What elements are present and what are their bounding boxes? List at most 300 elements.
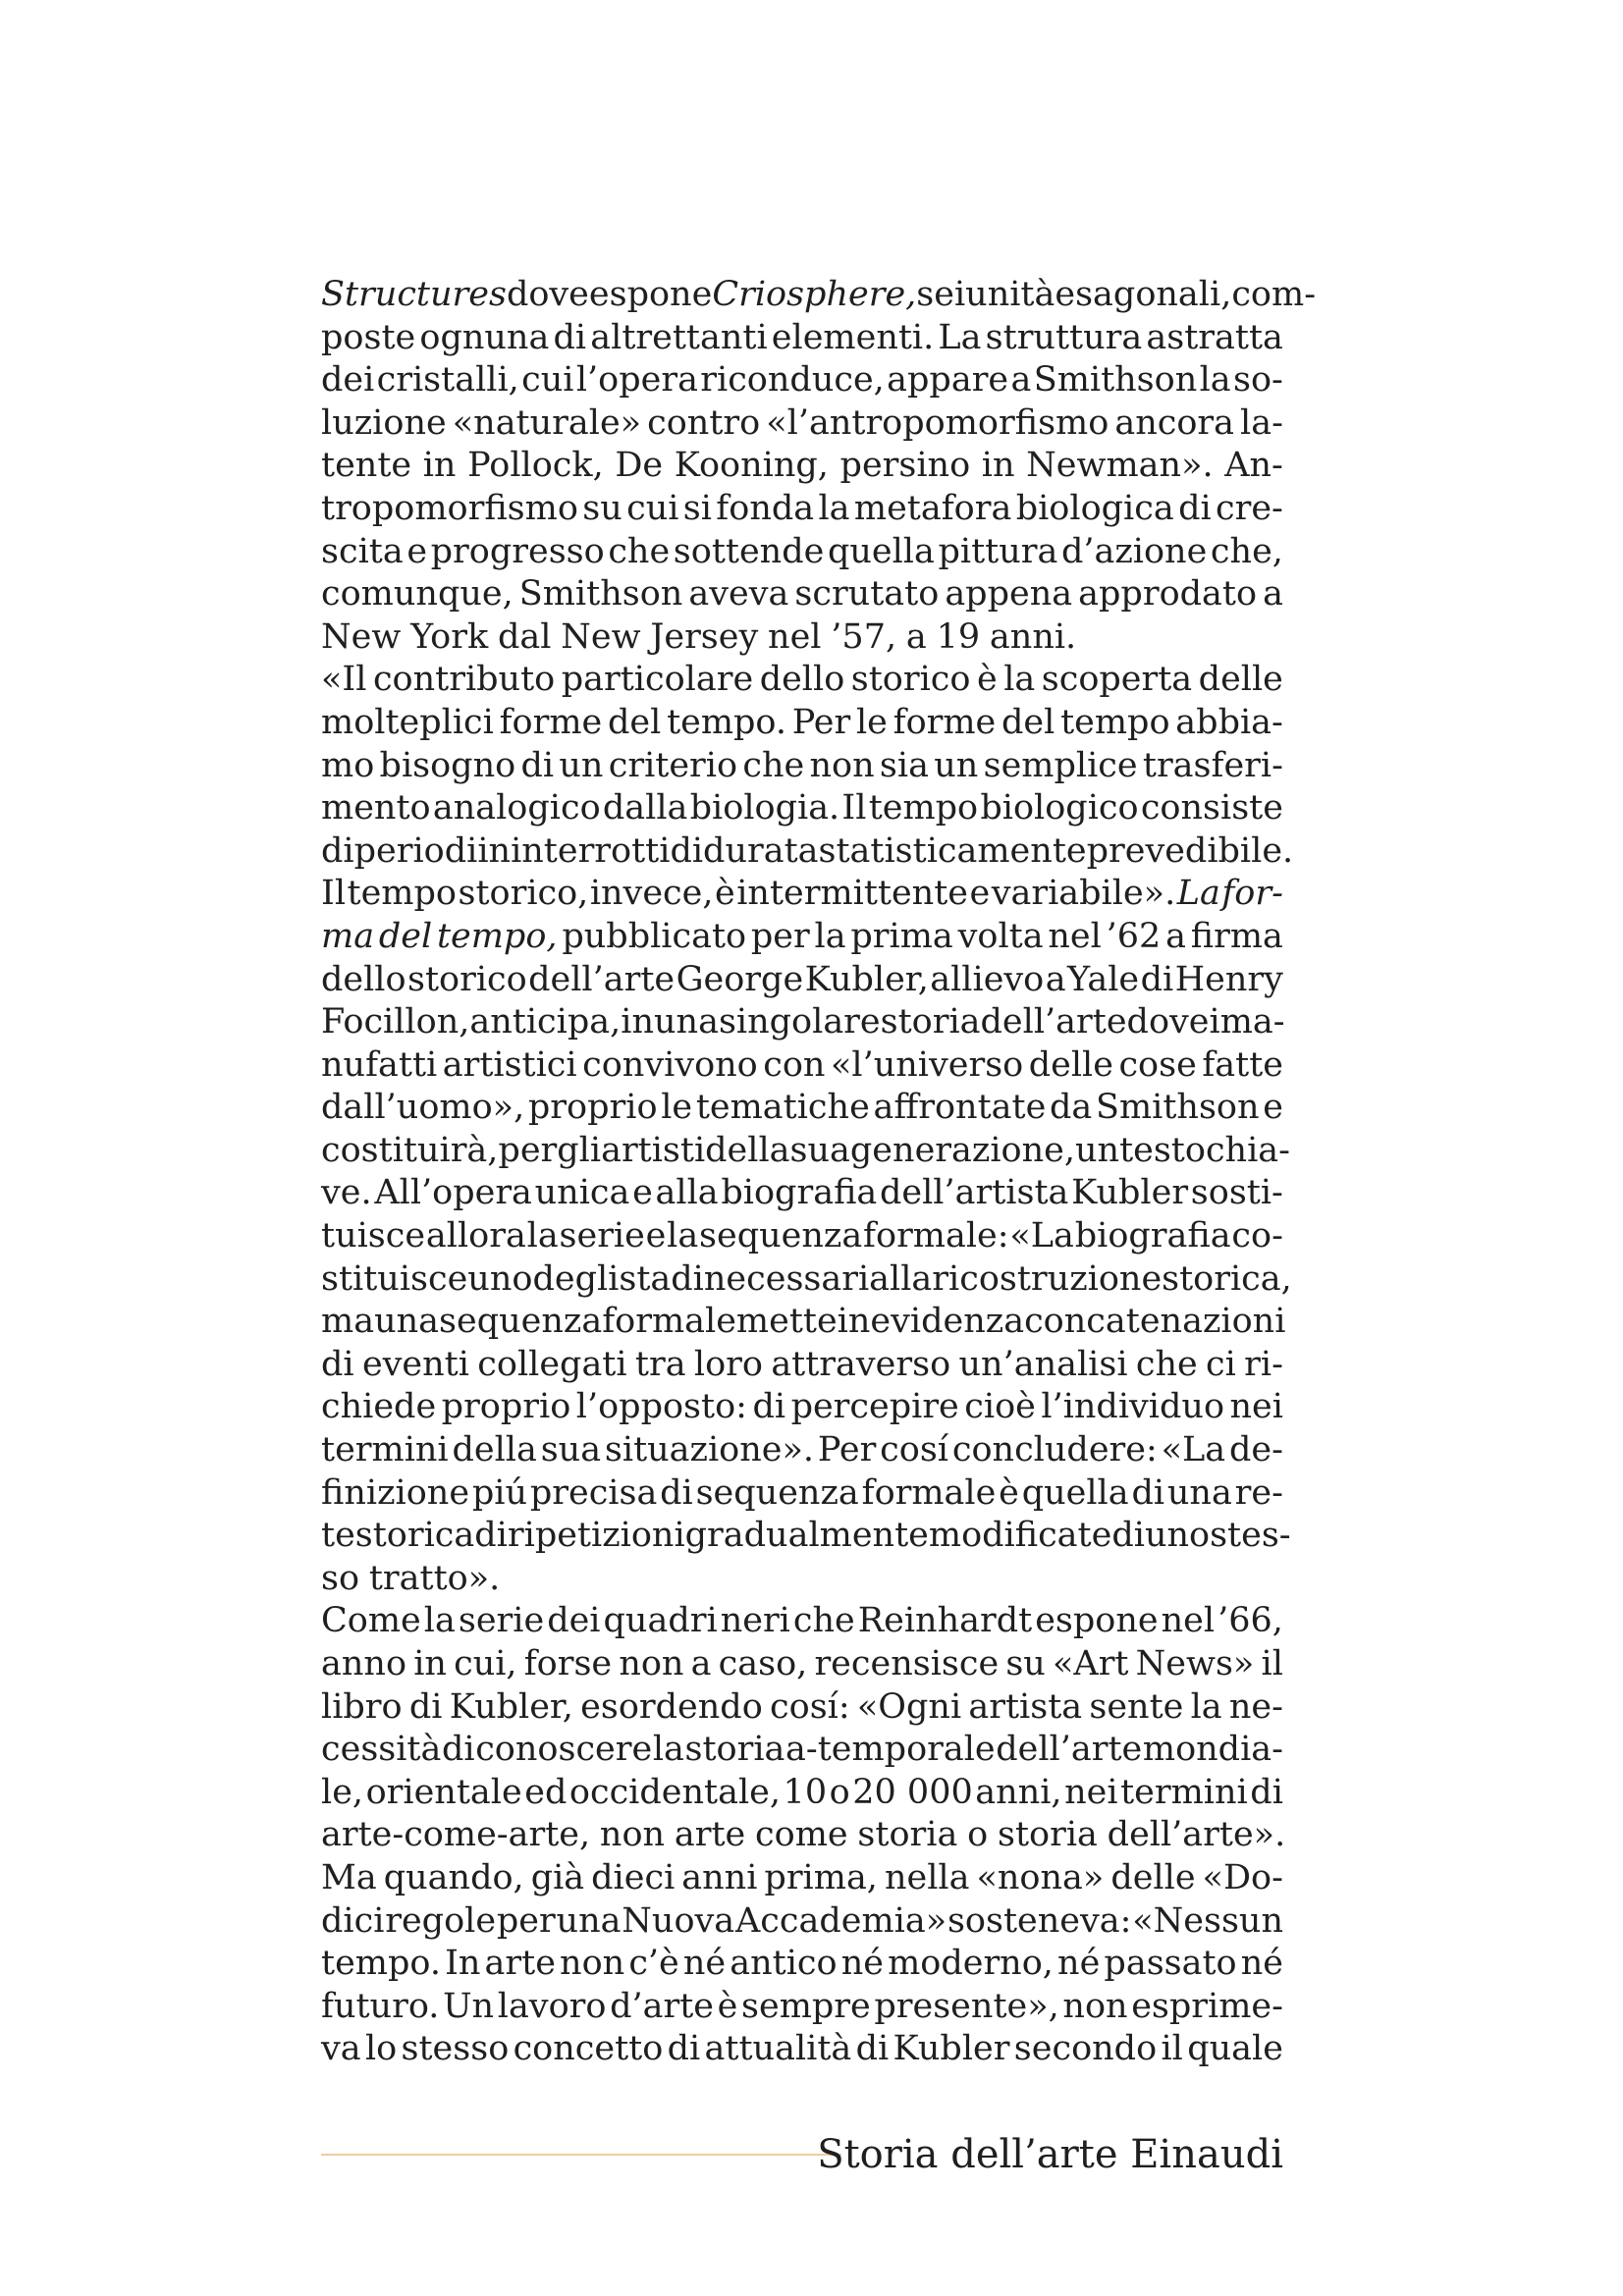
word: in bbox=[981, 446, 1015, 486]
word: per bbox=[496, 1900, 556, 1941]
word: quella bbox=[827, 531, 935, 571]
word: ’62 bbox=[1106, 916, 1162, 956]
word: sua bbox=[540, 1430, 602, 1470]
word: arte bbox=[674, 1815, 746, 1855]
word: Henry bbox=[1174, 959, 1283, 999]
word: uno bbox=[467, 1258, 533, 1299]
word: York bbox=[410, 616, 489, 657]
word: esordendo bbox=[580, 1686, 763, 1727]
word: nel bbox=[768, 616, 822, 657]
word: storia bbox=[684, 1730, 785, 1770]
word: c’è bbox=[628, 1944, 679, 1984]
word: All’opera bbox=[374, 1173, 532, 1213]
word: metafora bbox=[853, 488, 1012, 528]
word: tropomorfismo bbox=[321, 488, 578, 528]
word: cui bbox=[521, 360, 574, 400]
word: semplice bbox=[983, 745, 1138, 785]
word: storia bbox=[880, 1002, 981, 1042]
word: di bbox=[474, 1516, 508, 1556]
word: «l’antropomorfismo bbox=[766, 402, 1109, 443]
word: del bbox=[1001, 702, 1055, 742]
word: struttura bbox=[985, 317, 1143, 357]
text-line bbox=[321, 1001, 1283, 1044]
word: elementi. bbox=[771, 317, 935, 357]
text-line bbox=[321, 1900, 1283, 1944]
word: la bbox=[652, 1730, 684, 1770]
word: La bbox=[1176, 874, 1220, 914]
body-text bbox=[321, 274, 1317, 2071]
word: lo bbox=[364, 2029, 398, 2069]
word: situazione». bbox=[604, 1430, 815, 1470]
word: cui bbox=[626, 488, 679, 528]
word: alla bbox=[869, 1258, 933, 1299]
word: espone bbox=[588, 275, 713, 314]
word: Smithson bbox=[1095, 1088, 1260, 1128]
word: nel bbox=[1161, 1601, 1216, 1641]
word: artista bbox=[968, 1686, 1083, 1727]
word: anni. bbox=[989, 616, 1077, 657]
word: concludere: bbox=[951, 1430, 1158, 1470]
word: la bbox=[1190, 1686, 1222, 1727]
word: durata bbox=[703, 830, 819, 871]
word: cose bbox=[1118, 1044, 1197, 1085]
word: non bbox=[619, 1644, 684, 1683]
word: quella bbox=[1021, 1472, 1129, 1513]
word: sempre bbox=[741, 1986, 871, 2026]
word: «Il bbox=[321, 660, 367, 700]
word: unica bbox=[534, 1173, 630, 1213]
word: che bbox=[742, 745, 805, 785]
word: sequenza bbox=[439, 1302, 603, 1342]
word: News» bbox=[1135, 1644, 1255, 1683]
word: dieci bbox=[591, 1857, 676, 1897]
word: Smithson bbox=[518, 574, 683, 614]
word: stesso bbox=[401, 2029, 510, 2069]
word: finizione bbox=[321, 1472, 470, 1513]
word: storico, bbox=[458, 874, 589, 914]
word: non bbox=[560, 1944, 625, 1984]
word: e bbox=[969, 874, 991, 914]
word: «Art bbox=[1053, 1644, 1129, 1683]
word: Kubler, bbox=[449, 1686, 573, 1727]
word: regole bbox=[385, 1900, 497, 1941]
word: Kubler bbox=[893, 2029, 1010, 2069]
word: dall’uomo», bbox=[321, 1088, 525, 1128]
word: precisa bbox=[529, 1472, 658, 1513]
word: Per bbox=[791, 702, 851, 742]
word: in bbox=[422, 446, 457, 486]
word: arte-come-arte, bbox=[321, 1815, 591, 1855]
word: ma bbox=[321, 1302, 375, 1342]
word: sosti- bbox=[1190, 1173, 1283, 1213]
word: Kubler, bbox=[804, 959, 929, 999]
word: di bbox=[520, 745, 555, 785]
text-line bbox=[321, 274, 1317, 317]
text-line bbox=[321, 359, 1283, 402]
word: non bbox=[599, 1815, 666, 1855]
word: Smithson bbox=[1033, 360, 1198, 400]
word: nei bbox=[1229, 1387, 1283, 1427]
word: ma bbox=[321, 916, 375, 956]
word: nel bbox=[1048, 916, 1102, 956]
word: Il bbox=[321, 874, 347, 914]
word: concatenazioni bbox=[1024, 1302, 1286, 1342]
word: for- bbox=[1221, 874, 1283, 914]
word: variabile». bbox=[991, 874, 1176, 914]
word: lavoro bbox=[497, 1986, 607, 2026]
word: biologica bbox=[1015, 488, 1174, 528]
word: ’66, bbox=[1217, 1601, 1283, 1641]
text-line bbox=[321, 745, 1283, 788]
word: già bbox=[530, 1857, 585, 1897]
word: dei bbox=[321, 360, 375, 400]
word: statisticamente bbox=[818, 830, 1087, 871]
word: George bbox=[676, 959, 804, 999]
word: dei bbox=[547, 1601, 601, 1641]
word: sei bbox=[916, 275, 966, 314]
word: prima, bbox=[764, 1857, 878, 1897]
word: criterio bbox=[608, 745, 738, 785]
word: di bbox=[1111, 1516, 1145, 1556]
word: una bbox=[556, 1900, 622, 1941]
word: bisogno bbox=[379, 745, 516, 785]
word: periodi bbox=[353, 830, 478, 871]
text-line bbox=[321, 1472, 1283, 1516]
word: loro bbox=[693, 1344, 763, 1384]
word: in bbox=[837, 1302, 871, 1342]
word: che bbox=[608, 531, 671, 571]
word: Kubler bbox=[1071, 1173, 1189, 1213]
word: le bbox=[661, 1088, 693, 1128]
word: tematiche bbox=[695, 1088, 870, 1128]
word: artisti bbox=[601, 1130, 706, 1170]
word: dell’arte bbox=[996, 1730, 1143, 1770]
word: piú bbox=[471, 1472, 528, 1513]
word: una bbox=[1166, 1472, 1232, 1513]
word: forme bbox=[893, 702, 997, 742]
word: attraverso bbox=[771, 1344, 951, 1384]
word: l’opera bbox=[575, 360, 698, 400]
word: l’opposto: bbox=[575, 1387, 747, 1427]
word: ripetizioni bbox=[507, 1516, 685, 1556]
word: firma bbox=[1190, 916, 1283, 956]
text-line bbox=[321, 702, 1283, 745]
word: prevedibile. bbox=[1086, 830, 1294, 871]
word: cosí: bbox=[770, 1686, 850, 1727]
word: ne- bbox=[1228, 1686, 1283, 1727]
word: Pollock, bbox=[467, 446, 604, 486]
word: pubblicato bbox=[562, 916, 747, 956]
word: uno bbox=[1144, 1516, 1211, 1556]
word: anni bbox=[681, 1857, 758, 1897]
text-line bbox=[321, 573, 1283, 616]
word: dello bbox=[759, 660, 845, 700]
text-line bbox=[321, 1044, 1283, 1088]
word: stes- bbox=[1210, 1516, 1291, 1556]
word: generazione, bbox=[849, 1130, 1075, 1170]
word: poste bbox=[321, 317, 416, 357]
word: un bbox=[1074, 1130, 1120, 1170]
word: mo bbox=[321, 745, 375, 785]
word: di bbox=[855, 2029, 890, 2069]
word: a bbox=[1165, 916, 1186, 956]
word: a bbox=[1045, 959, 1066, 999]
word: consiste bbox=[1140, 788, 1283, 828]
word: proprio bbox=[527, 1088, 658, 1128]
text-line bbox=[321, 916, 1283, 959]
word: dalla bbox=[602, 788, 688, 828]
word: passato bbox=[1104, 1944, 1237, 1984]
word: come bbox=[755, 1815, 848, 1855]
word: termini bbox=[321, 1430, 449, 1470]
text-line bbox=[321, 488, 1283, 531]
word: tempo bbox=[347, 874, 457, 914]
word: cioè bbox=[964, 1387, 1036, 1427]
word: contributo bbox=[372, 660, 556, 700]
word: un bbox=[559, 745, 604, 785]
word: artistici bbox=[442, 1044, 577, 1085]
text-line bbox=[321, 1686, 1283, 1730]
word: è bbox=[999, 1472, 1019, 1513]
word: è bbox=[717, 1986, 738, 2026]
word: re- bbox=[1234, 1472, 1283, 1513]
word: appare bbox=[887, 360, 1009, 400]
word: e bbox=[406, 531, 428, 571]
word: del bbox=[378, 916, 433, 956]
word: Per bbox=[817, 1430, 877, 1470]
word: Ma bbox=[321, 1857, 377, 1897]
word: La bbox=[938, 317, 982, 357]
word: «l’universo bbox=[830, 1044, 1024, 1085]
word: libro bbox=[321, 1686, 403, 1727]
word: arte bbox=[484, 1944, 556, 1984]
text-line bbox=[321, 1515, 1291, 1558]
word: tempo bbox=[1060, 702, 1170, 742]
word: «La bbox=[1009, 1216, 1074, 1256]
word: nufatti bbox=[321, 1044, 438, 1085]
word: il bbox=[1261, 1644, 1283, 1683]
word: Structures bbox=[321, 275, 507, 314]
word: in bbox=[413, 1644, 447, 1683]
word: dello bbox=[321, 959, 406, 999]
word: di bbox=[660, 1472, 693, 1513]
text-line bbox=[321, 1386, 1283, 1429]
word: gli bbox=[557, 1130, 602, 1170]
word: né bbox=[840, 1944, 884, 1984]
word: su bbox=[1005, 1644, 1046, 1683]
word: tra bbox=[634, 1344, 686, 1384]
word: esprime- bbox=[1131, 1986, 1283, 2026]
word: caso, bbox=[718, 1644, 808, 1683]
text-line bbox=[321, 830, 1294, 874]
word: Focillon, bbox=[321, 1002, 470, 1042]
word: De bbox=[615, 446, 664, 486]
word: approdato bbox=[1078, 574, 1258, 614]
word: per bbox=[498, 1130, 558, 1170]
word: eventi bbox=[361, 1344, 469, 1384]
word: dell’arte bbox=[528, 959, 676, 999]
word: convivono bbox=[582, 1044, 758, 1085]
word: e bbox=[645, 1216, 667, 1256]
word: stadi bbox=[619, 1258, 704, 1299]
word: di bbox=[667, 2029, 701, 2069]
word: a-temporale bbox=[785, 1730, 996, 1770]
word: dal bbox=[497, 616, 552, 657]
word: volta bbox=[957, 916, 1044, 956]
word: sosteneva: bbox=[947, 1900, 1132, 1941]
word: sequenza bbox=[699, 1216, 863, 1256]
text-line bbox=[321, 1986, 1283, 2029]
word: tempo. bbox=[321, 1944, 441, 1984]
word: dell’arte bbox=[980, 1002, 1127, 1042]
word: o bbox=[967, 1815, 989, 1855]
word: so bbox=[321, 1558, 360, 1598]
word: ed bbox=[524, 1772, 568, 1812]
word: anticipa, bbox=[469, 1002, 622, 1042]
word: necessari bbox=[703, 1258, 870, 1299]
word: appena bbox=[945, 574, 1073, 614]
text-line bbox=[321, 616, 1283, 660]
word: ma- bbox=[1219, 1002, 1285, 1042]
word: storica, bbox=[1162, 1258, 1292, 1299]
word: Newman». bbox=[1026, 446, 1214, 486]
word: New bbox=[561, 616, 641, 657]
word: in bbox=[621, 1002, 654, 1042]
word: il bbox=[1161, 2029, 1183, 2069]
text-line bbox=[321, 317, 1283, 360]
word: delle bbox=[1198, 660, 1283, 700]
word: «naturale» bbox=[452, 402, 642, 443]
word: di bbox=[1250, 1772, 1283, 1812]
word: espone bbox=[1035, 1601, 1159, 1641]
footer-rule bbox=[321, 2154, 841, 2156]
word: comunque, bbox=[321, 574, 514, 614]
text-line bbox=[321, 1087, 1283, 1130]
word: ri- bbox=[1244, 1344, 1283, 1384]
word: dell’arte». bbox=[1107, 1815, 1286, 1855]
word: le, bbox=[321, 1772, 364, 1812]
text-line bbox=[321, 531, 1283, 574]
word: biologia. bbox=[689, 788, 840, 828]
word: di bbox=[752, 1387, 786, 1427]
word: né bbox=[1240, 1944, 1283, 1984]
word: a bbox=[690, 1644, 712, 1683]
word: New bbox=[321, 616, 402, 657]
word: e bbox=[632, 1173, 653, 1213]
text-line bbox=[321, 445, 1283, 488]
text-line bbox=[321, 1600, 1283, 1643]
word: tempo bbox=[868, 788, 979, 828]
word: anno bbox=[321, 1644, 407, 1683]
word: di bbox=[553, 317, 587, 357]
word: forme bbox=[499, 702, 603, 742]
text-line bbox=[321, 959, 1283, 1002]
word: intermittente bbox=[736, 874, 968, 914]
word: tratto». bbox=[368, 1558, 501, 1598]
word: delle bbox=[1110, 1857, 1196, 1897]
word: pittura bbox=[938, 531, 1058, 571]
word: che bbox=[792, 1601, 855, 1641]
word: molteplici bbox=[321, 702, 494, 742]
word: d’arte bbox=[610, 1986, 715, 2026]
word: riconduce, bbox=[700, 360, 885, 400]
word: una bbox=[654, 1002, 719, 1042]
word: concetto bbox=[513, 2029, 664, 2069]
word: ve. bbox=[321, 1173, 372, 1213]
word: mento bbox=[321, 788, 431, 828]
word: a bbox=[1263, 574, 1283, 614]
word: neri bbox=[720, 1601, 790, 1641]
word: An- bbox=[1224, 446, 1283, 486]
text-line bbox=[321, 1943, 1283, 1986]
word: formale bbox=[602, 1302, 736, 1342]
text-line bbox=[321, 1301, 1286, 1344]
series-title: Storia dell’arte Einaudi bbox=[817, 2132, 1283, 2177]
word: evidenza bbox=[870, 1302, 1025, 1342]
word: chia- bbox=[1205, 1130, 1290, 1170]
word: storico bbox=[407, 959, 527, 999]
text-line bbox=[321, 1130, 1290, 1173]
word: esagonali, bbox=[1055, 275, 1232, 314]
word: di bbox=[441, 1730, 475, 1770]
word: 19 bbox=[936, 616, 981, 657]
word: gradualmente bbox=[684, 1516, 929, 1556]
word: sequenza bbox=[695, 1472, 859, 1513]
word: dove bbox=[506, 275, 589, 314]
word: quando, bbox=[383, 1857, 524, 1897]
word: «nona» bbox=[976, 1857, 1105, 1897]
word: di bbox=[1140, 959, 1174, 999]
word: storia bbox=[857, 1815, 958, 1855]
text-line bbox=[321, 1857, 1283, 1900]
word: recensisce bbox=[814, 1644, 1000, 1683]
word: la bbox=[1003, 660, 1036, 700]
word: collegati bbox=[477, 1344, 627, 1384]
word: serie bbox=[559, 1216, 645, 1256]
word: com- bbox=[1231, 275, 1317, 314]
word: serie bbox=[458, 1601, 545, 1641]
word: cre- bbox=[1216, 488, 1283, 528]
word: analogico bbox=[432, 788, 601, 828]
word: luzione bbox=[321, 402, 447, 443]
word: storica bbox=[354, 1516, 475, 1556]
word: modificate bbox=[928, 1516, 1112, 1556]
word: futuro. bbox=[321, 1986, 440, 2026]
word: fatte bbox=[1202, 1044, 1283, 1085]
word: un’analisi bbox=[958, 1344, 1128, 1384]
text-line bbox=[321, 1558, 1283, 1601]
word: Yale bbox=[1066, 959, 1140, 999]
word: ancora bbox=[1114, 402, 1235, 443]
text-line bbox=[321, 1814, 1286, 1857]
word: e bbox=[1263, 1088, 1283, 1128]
word: sia bbox=[879, 745, 929, 785]
word: orientale bbox=[365, 1772, 522, 1812]
word: nei bbox=[1064, 1772, 1118, 1812]
word: trasferi- bbox=[1142, 745, 1283, 785]
text-line bbox=[321, 1772, 1283, 1815]
word: cosí bbox=[880, 1430, 949, 1470]
word: percepire bbox=[790, 1387, 959, 1427]
word: nella bbox=[884, 1857, 970, 1897]
word: la- bbox=[1240, 402, 1283, 443]
word: Jersey bbox=[650, 616, 759, 657]
word: forse bbox=[523, 1644, 613, 1683]
word: Criosphere, bbox=[712, 275, 917, 314]
word: te bbox=[321, 1516, 355, 1556]
word: mette bbox=[735, 1302, 838, 1342]
word: non bbox=[809, 745, 875, 785]
